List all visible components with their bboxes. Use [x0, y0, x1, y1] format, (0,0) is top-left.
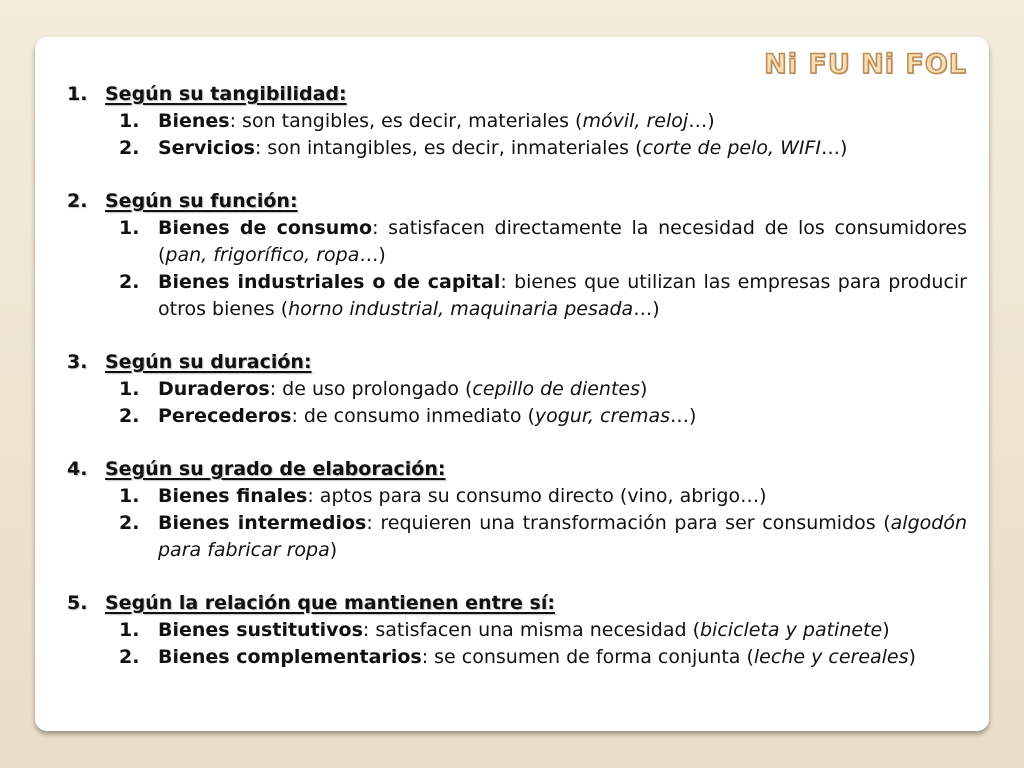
list-item [119, 617, 967, 644]
list-item [119, 483, 967, 510]
section-heading [67, 188, 967, 215]
item-example: cepillo de dientes [472, 378, 641, 400]
item-end: …) [633, 298, 660, 320]
item-desc: : satisfacen una misma necesidad ( [362, 619, 700, 641]
item-term: Bienes de consumo [158, 217, 373, 239]
item-term: Bienes sustitutivos [158, 619, 363, 641]
item-desc: : satisfacen directamente la necesidad de los consumidores ( [158, 217, 967, 266]
section-relationship [67, 590, 967, 671]
section-duration [67, 349, 967, 430]
item-example: yogur, cremas [534, 405, 671, 427]
list-item [119, 510, 967, 564]
item-text [158, 644, 967, 671]
section-title: Según su grado de elaboración: [105, 458, 446, 480]
list-item [119, 135, 967, 162]
list-item [119, 215, 967, 269]
section-title: Según su función: [105, 190, 298, 212]
item-text [158, 376, 967, 403]
item-number: 2. [119, 512, 140, 534]
item-number: 2. [119, 405, 140, 427]
section-number: 5. [67, 592, 88, 614]
section-tangibility [67, 81, 967, 162]
item-term: Bienes complementarios [158, 646, 422, 668]
item-end: ) [908, 646, 916, 668]
item-desc: : de consumo inmediato ( [291, 405, 535, 427]
section-title: Según su duración: [105, 351, 312, 373]
item-term: Perecederos [158, 405, 292, 427]
item-number: 2. [119, 646, 140, 668]
item-number: 1. [119, 485, 140, 507]
item-end: ) [329, 539, 338, 561]
item-text [158, 617, 967, 644]
item-term: Bienes finales [158, 485, 308, 507]
item-desc: : son tangibles, es decir, materiales ( [229, 110, 583, 132]
item-text [158, 483, 967, 510]
item-text [158, 135, 967, 162]
item-number: 2. [119, 137, 140, 159]
item-number: 1. [119, 110, 140, 132]
item-end: …) [359, 244, 386, 266]
item-example: algodón para fabricar ropa [158, 512, 967, 561]
item-number: 1. [119, 217, 140, 239]
section-title: Según la relación que mantienen entre sí: [105, 592, 555, 614]
item-number: 2. [119, 271, 140, 293]
section-heading [67, 590, 967, 617]
item-end: …) [821, 137, 848, 159]
section-heading [67, 81, 967, 108]
item-end: ) [640, 378, 648, 400]
item-desc: : se consumen de forma conjunta ( [421, 646, 754, 668]
item-desc: : de uso prolongado ( [269, 378, 473, 400]
item-example: leche y cereales [753, 646, 909, 668]
section-heading [67, 349, 967, 376]
list-item [119, 108, 967, 135]
item-term: Bienes industriales o de capital [158, 271, 501, 293]
item-text [158, 510, 967, 564]
section-number: 2. [67, 190, 88, 212]
item-desc: : son intangibles, es decir, inmateriales ( [254, 137, 643, 159]
list-item [119, 403, 967, 430]
item-number: 1. [119, 619, 140, 641]
slide [35, 37, 989, 731]
item-desc: : aptos para su consumo directo (vino, abrigo…) [307, 485, 767, 507]
item-desc: : requieren una transformación para ser consumidos ( [366, 512, 891, 534]
item-desc: : bienes que utilizan las empresas para producir otros bienes ( [158, 271, 967, 320]
item-number: 1. [119, 378, 140, 400]
item-example: corte de pelo, WIFI [642, 137, 822, 159]
section-function [67, 188, 967, 323]
section-number: 4. [67, 458, 88, 480]
section-title: Según su tangibilidad: [105, 83, 347, 105]
item-text [158, 269, 967, 323]
list-item [119, 376, 967, 403]
item-text [158, 108, 967, 135]
section-number: 3. [67, 351, 88, 373]
section-number: 1. [67, 83, 88, 105]
item-end: ) [882, 619, 890, 641]
item-term: Servicios [158, 137, 255, 159]
slide-content [67, 81, 967, 697]
item-text [158, 403, 967, 430]
item-end: …) [688, 110, 715, 132]
item-term: Duraderos [158, 378, 270, 400]
item-example: móvil, reloj [582, 110, 689, 132]
item-text [158, 215, 967, 269]
list-item [119, 269, 967, 323]
item-example: bicicleta y patinete [700, 619, 883, 641]
item-example: pan, frigorífico, ropa [165, 244, 360, 266]
section-elaboration [67, 456, 967, 564]
list-item [119, 644, 967, 671]
item-end: …) [670, 405, 697, 427]
item-term: Bienes [158, 110, 230, 132]
item-example: horno industrial, maquinaria pesada [288, 298, 634, 320]
section-heading [67, 456, 967, 483]
brand-logo: Ni FU Ni FOL [764, 49, 967, 80]
item-term: Bienes intermedios [158, 512, 367, 534]
